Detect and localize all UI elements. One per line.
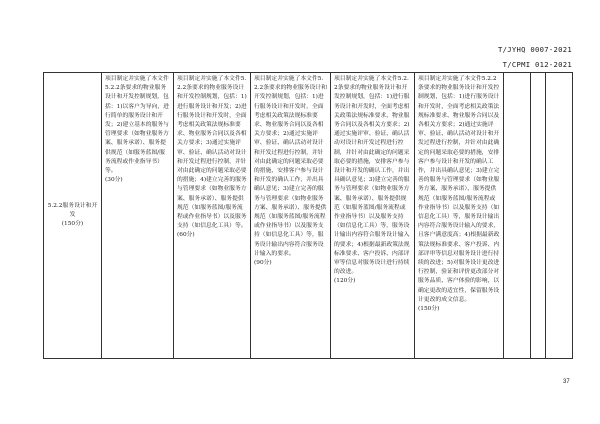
level-4-requirements: 项目制定并实施了本文件5.2.2条要求的物业服务设计和开发控制规划，包括：1)进行服务设计和开发时，全面考虑相关政策法规标准要求、物业服务合同以及各相关方要求；2)通过实施评审、验证、确认活动对设计和开发过程进行控制，并针对由此确定的问题采取必要的措施，安排客户参与设计和开发的确认工作，并出具确认意见；3)建立完善的服务与管理要求（如物业服务方案、服务承诺）、服务提供规范（如服务蓝图/服务流程或作业指导书）以及服务支持（如信息化工具）等，服务设计输出内容符合服务设计输入的要求；4)根据最新政策法规标准要求、客户投诉、内部评审等信息对服务设计进行持续的改进。 bbox=[334, 76, 410, 276]
level-1-cell bbox=[102, 73, 174, 359]
blank-cell-1 bbox=[504, 73, 531, 359]
standard-code-line-2: T/CPMI 012-2021 bbox=[502, 60, 572, 69]
table-row bbox=[44, 73, 573, 359]
level-4-cell bbox=[331, 73, 415, 359]
standard-code-line-1: T/JYHQ 0007-2021 bbox=[497, 45, 572, 54]
level-3-score: (90分) bbox=[254, 260, 272, 267]
level-1-requirements: 项目制定并实施了本文件5.2.2条要求的物业服务设计和开发控制规划，包括：1)以客户为导向，进行简单的服务设计和开发；2)建立基本的服务与管理要求（如物业服务方案、服务承诺）、服务提供规范（如服务蓝图/服务流程或作业指导书）等。 bbox=[105, 76, 169, 175]
level-5-score: (150分) bbox=[418, 306, 440, 313]
page-number: 37 bbox=[563, 379, 570, 385]
level-1-score: (30分) bbox=[105, 177, 123, 184]
level-4-score: (120分) bbox=[334, 278, 356, 285]
evaluation-criteria-table bbox=[43, 72, 573, 359]
item-score: (150分) bbox=[61, 221, 84, 228]
level-3-cell bbox=[251, 73, 331, 359]
level-2-score: (60分) bbox=[177, 232, 195, 239]
blank-cell-3 bbox=[546, 73, 573, 359]
level-2-requirements: 项目制定并实施了本文件5.2.2条要求的物业服务设计和开发控制规划，包括：1)进行服务设计和开发；2)进行服务设计和开发时，全面考虑相关政策法规标准要求、物业服务合同以及各相关方要求；3)通过实施评审、验证、确认活动对设计和开发过程进行控制，并针对由此确定的问题采取必要的措施；4)建立完善的服务与管理要求（如物业服务方案、服务承诺）、服务提供规范（如服务蓝图/服务流程或作业指导书）以及服务支持（如信息化工具）等。 bbox=[177, 76, 247, 230]
level-5-requirements: 项目制定并实施了本文件5.2.2条要求的物业服务设计和开发控制规划，包括：1)进行服务设计和开发时，全面考虑相关政策法规标准要求、物业服务合同以及各相关方要求；2)通过实施评审、验证、确认活动对设计和开发过程进行控制，并针对由此确定的问题采取必要的措施，安排客户参与设计和开发的确认工作，并出具确认意见；3)建立完善的服务与管理要求（如物业服务方案、服务承诺）、服务提供规范（如服务蓝图/服务流程或作业指导书）以及服务支持（如信息化工具）等，服务设计输出内容符合服务设计输入的要求，且客户满意度高；4)根据最新政策法规标准要求、客户投诉、内部评审等信息对服务设计进行持续的改进；5)对服务设计更改进行控制，验证和评价更改部分对服务品质、客户体验的影响，以确定更改的适宜性，保留服务设计更改的成文信息。 bbox=[418, 76, 500, 303]
level-2-cell bbox=[174, 73, 251, 359]
item-cell bbox=[44, 73, 102, 359]
blank-cell-2 bbox=[531, 73, 546, 359]
level-5-cell bbox=[415, 73, 504, 359]
level-3-requirements: 项目制定并实施了本文件5.2.2条要求的物业服务设计和开发控制规划，包括：1)进行服务设计和开发时，全面考虑相关政策法规标准要求、物业服务合同以及各相关方要求；2)通过实施评审、验证、确认活动对设计和开发过程进行控制，并针对由此确定的问题采取必要的措施，安排客户参与设计和开发的确认工作，并出具确认意见；3)建立完善的服务与管理要求（如物业服务方案、服务承诺）、服务提供规范（如服务蓝图/服务流程或作业指导书）以及服务支持（如信息化工具）等，服务设计输出内容符合服务设计输入的要求。 bbox=[254, 76, 327, 257]
item-label: 5.2.2服务设计和开发 bbox=[47, 202, 98, 218]
